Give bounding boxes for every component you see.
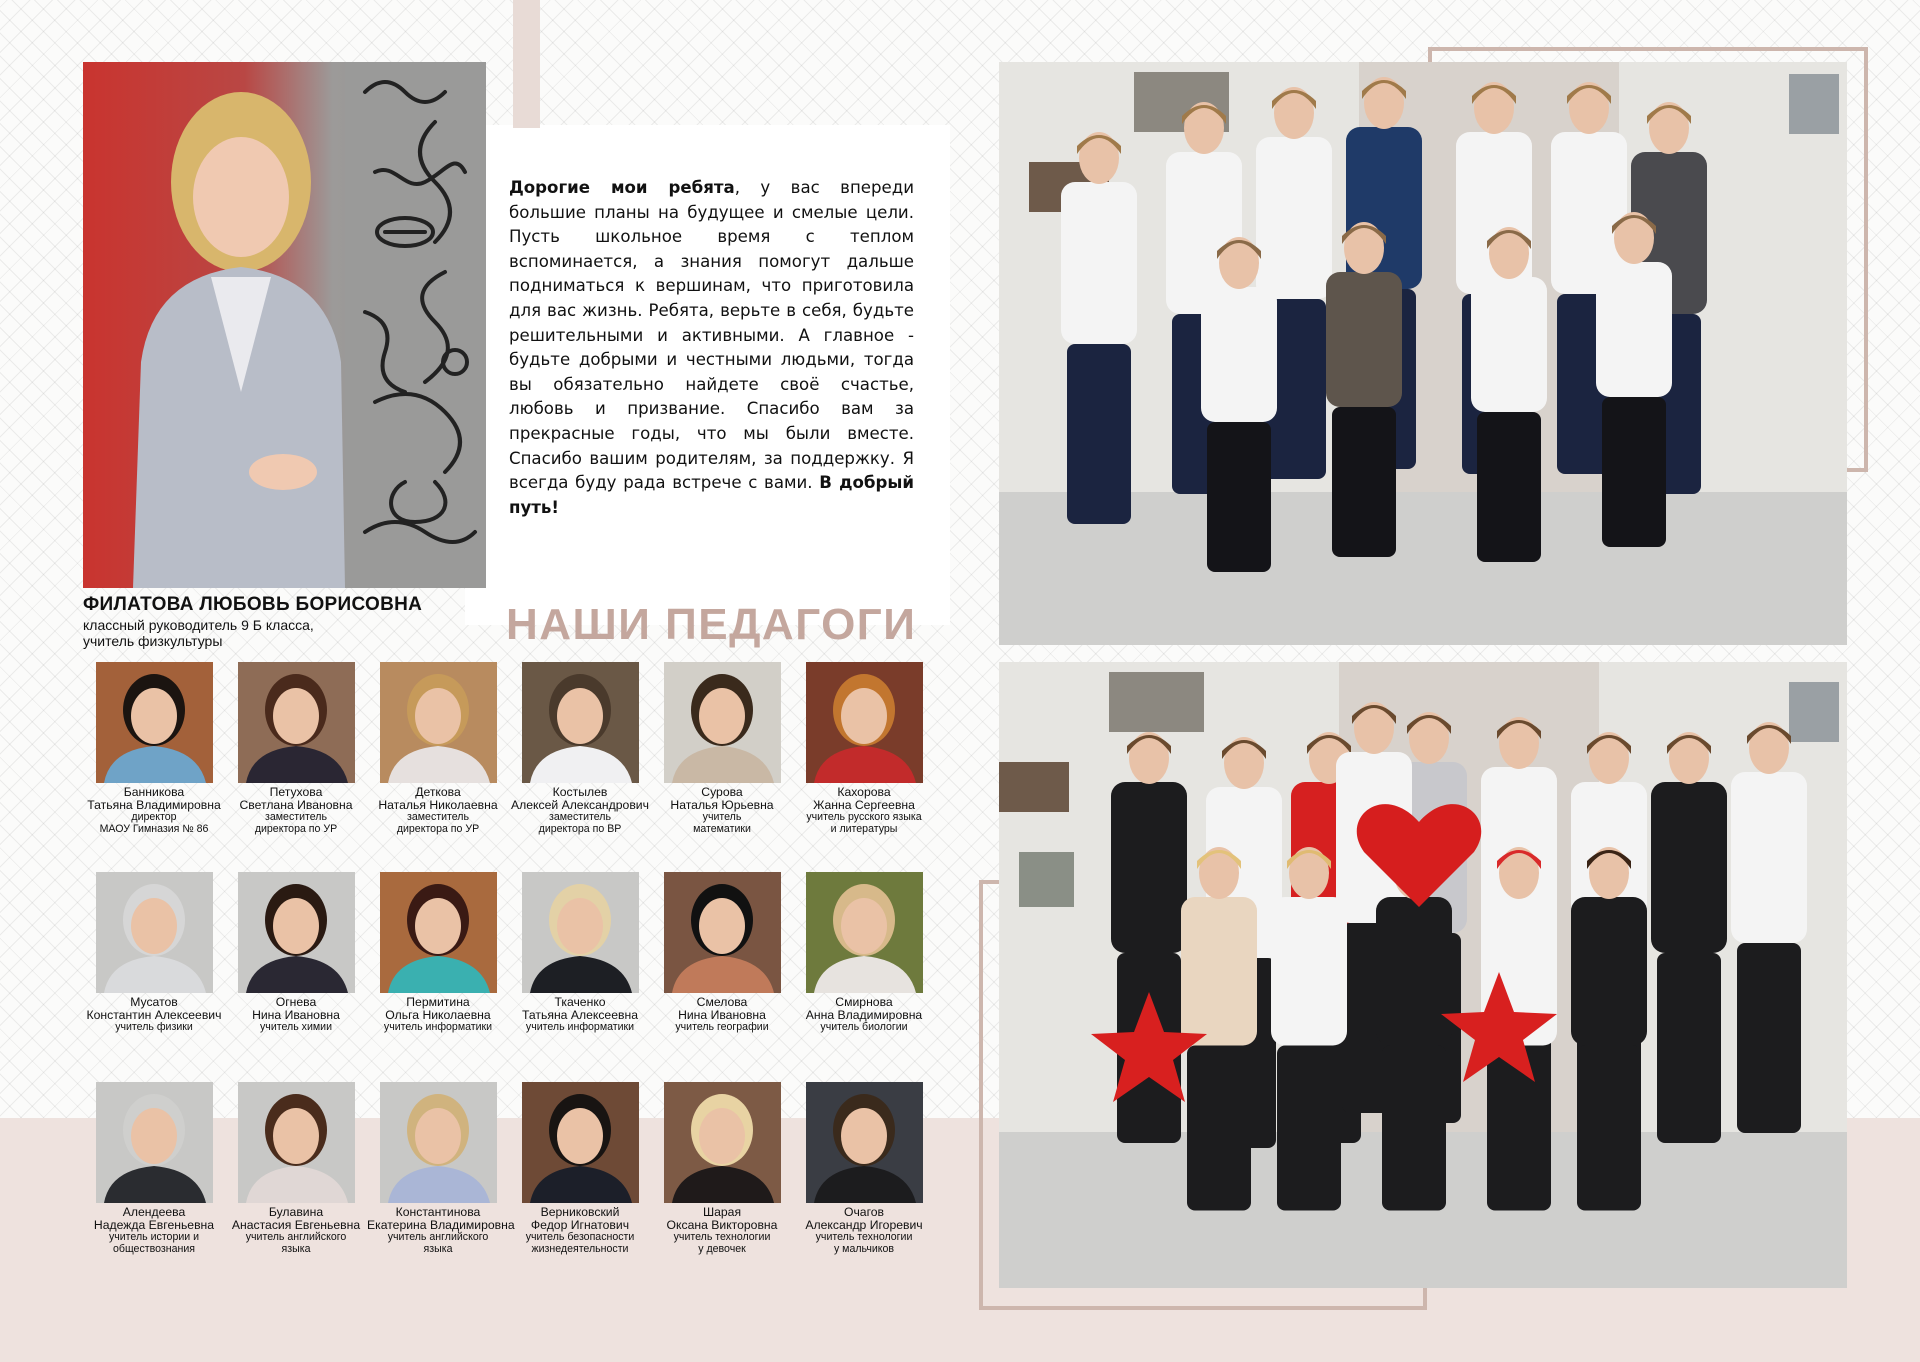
student-figure — [1651, 732, 1727, 1143]
staff-position: учитель английского — [387, 1231, 489, 1243]
staff-position: языка — [281, 1243, 311, 1255]
staff-card — [651, 1082, 793, 1255]
staff-card — [83, 1082, 225, 1255]
staff-photo — [380, 1082, 497, 1203]
staff-name: Александр Игоревич — [805, 1217, 923, 1232]
staff-surname: Мусатов — [130, 995, 178, 1009]
staff-name: Ольга Николаевна — [385, 1007, 491, 1022]
teacher-role-line: классный руководитель 9 Б класса, — [83, 617, 314, 633]
staff-surname: Огнева — [275, 995, 317, 1009]
staff-photo — [380, 872, 497, 993]
staff-photo — [238, 1082, 355, 1203]
staff-portrait-icon — [664, 872, 781, 993]
staff-surname: Костылев — [552, 785, 608, 799]
staff-name: Светлана Ивановна — [239, 797, 353, 812]
staff-card — [651, 662, 793, 835]
girls-group-image — [999, 662, 1847, 1288]
staff-portrait-icon — [238, 1082, 355, 1203]
staff-position: учитель информатики — [383, 1021, 493, 1033]
teacher-figure — [83, 62, 383, 588]
staff-portrait-icon — [96, 662, 213, 783]
staff-photo — [522, 1082, 639, 1203]
staff-card — [509, 872, 651, 1033]
student-figure — [1061, 132, 1137, 524]
staff-surname: Смелова — [696, 995, 748, 1009]
staff-photo — [380, 662, 497, 783]
staff-photo — [522, 872, 639, 993]
staff-portrait-icon — [522, 872, 639, 993]
staff-portrait-icon — [806, 872, 923, 993]
staff-portrait-icon — [380, 1082, 497, 1203]
letter-closing: В добрый путь! — [509, 473, 914, 517]
letter-body: , у вас впереди большие планы на будущее и смелые цели. Пусть школьное время с теплом вспоминается, а знания помогут дальше подниматься к вершинам, что приготовила для вас жизнь. Ребята, верьте в себя, будьте решительными и активными. А главное - будьте добрыми и честными людьми, тогда вы обязательно найдете своё счастье, любовь и призвание. Спасибо вам за прекрасные годы, что мы были вместе. Спасибо вашим родителям, за поддержку. Я всегда буду рада встрече с вами. — [509, 178, 915, 493]
staff-position: учитель истории и — [108, 1231, 200, 1243]
staff-portrait-icon — [96, 1082, 213, 1203]
staff-position: учитель английского — [245, 1231, 347, 1243]
staff-photo — [806, 662, 923, 783]
staff-card — [83, 662, 225, 835]
staff-photo — [806, 872, 923, 993]
staff-card — [509, 662, 651, 835]
staff-position: директор — [131, 811, 177, 823]
staff-photo — [96, 1082, 213, 1203]
staff-portrait-icon — [664, 662, 781, 783]
staff-photo — [96, 662, 213, 783]
staff-photo — [96, 872, 213, 993]
staff-card — [793, 662, 935, 835]
staff-portrait-icon — [522, 1082, 639, 1203]
staff-photo — [238, 662, 355, 783]
staff-card — [367, 872, 509, 1033]
staff-position: и литературы — [830, 823, 898, 835]
girls-class-photo — [999, 662, 1847, 1288]
staff-card — [225, 872, 367, 1033]
teacher-role-line: учитель физкультуры — [83, 633, 223, 649]
staff-position: заместитель — [549, 811, 611, 823]
staff-card — [509, 1082, 651, 1255]
staff-surname: Деткова — [415, 785, 461, 799]
student-figure — [1181, 847, 1257, 1211]
staff-position: МАОУ Гимназия № 86 — [99, 823, 209, 835]
staff-portrait-icon — [96, 872, 213, 993]
staff-position: учитель безопасности — [525, 1231, 635, 1243]
staff-photo — [806, 1082, 923, 1203]
staff-position: жизнедеятельности — [531, 1243, 629, 1255]
staff-surname: Шарая — [702, 1205, 742, 1219]
staff-position: учитель — [702, 811, 742, 823]
staff-portrait-icon — [806, 1082, 923, 1203]
staff-card — [367, 1082, 515, 1255]
staff-surname: Алендеева — [122, 1205, 186, 1219]
student-figure — [1471, 227, 1547, 562]
staff-position: языка — [423, 1243, 453, 1255]
staff-portrait-icon — [522, 662, 639, 783]
letter-greeting: Дорогие мои ребята — [509, 178, 735, 197]
staff-card — [793, 1082, 935, 1255]
staff-portrait-icon — [238, 662, 355, 783]
staff-position: учитель химии — [260, 1021, 332, 1033]
staff-name: Надежда Евгеньевна — [93, 1217, 215, 1232]
staff-card — [225, 662, 367, 835]
staff-portrait-icon — [380, 662, 497, 783]
staff-name: Жанна Сергеевна — [813, 797, 915, 812]
staff-photo — [664, 662, 781, 783]
staff-surname: Константинова — [395, 1205, 481, 1219]
staff-surname: Банникова — [123, 785, 185, 799]
teacher-name: ФИЛАТОВА ЛЮБОВЬ БОРИСОВНА — [83, 594, 423, 615]
staff-position: у мальчиков — [833, 1243, 895, 1255]
boys-class-photo — [999, 62, 1847, 645]
student-figure — [1571, 847, 1647, 1211]
staff-surname: Кахорова — [837, 785, 891, 799]
student-figure — [1731, 722, 1807, 1133]
staff-position: математики — [693, 823, 751, 835]
staff-position: директора по ВР — [538, 823, 622, 835]
staff-name: Константин Алексеевич — [86, 1007, 222, 1022]
staff-card — [651, 872, 793, 1033]
staff-position: заместитель — [407, 811, 469, 823]
staff-surname: Верниковский — [540, 1205, 620, 1219]
teacher-role — [83, 617, 383, 649]
staff-surname: Смирнова — [835, 995, 893, 1009]
staff-name: Оксана Викторовна — [666, 1217, 778, 1232]
staff-position: директора по УР — [254, 823, 338, 835]
student-figure — [1271, 847, 1347, 1211]
section-title: НАШИ ПЕДАГОГИ — [506, 600, 917, 649]
staff-name: Наталья Николаевна — [378, 797, 498, 812]
staff-card — [225, 1082, 367, 1255]
staff-name: Анастасия Евгеньевна — [231, 1217, 361, 1232]
staff-surname: Ткаченко — [554, 995, 606, 1009]
farewell-letter — [509, 176, 914, 520]
staff-portrait-icon — [380, 872, 497, 993]
staff-name: Нина Ивановна — [252, 1007, 340, 1022]
staff-position: учитель информатики — [525, 1021, 635, 1033]
staff-position: учитель технологии — [673, 1231, 771, 1243]
staff-name: Федор Игнатович — [530, 1217, 630, 1232]
staff-position: директора по УР — [396, 823, 480, 835]
staff-photo — [664, 872, 781, 993]
staff-grid — [83, 662, 923, 1302]
staff-name: Алексей Александрович — [511, 797, 649, 812]
staff-position: учитель физики — [115, 1021, 193, 1033]
staff-name: Татьяна Алексеевна — [522, 1007, 638, 1022]
staff-surname: Петухова — [269, 785, 323, 799]
staff-surname: Пермитина — [406, 995, 470, 1009]
staff-position: учитель географии — [675, 1021, 769, 1033]
staff-portrait-icon — [806, 662, 923, 783]
staff-position: учитель биологии — [820, 1021, 908, 1033]
student-figure — [1201, 237, 1277, 572]
student-figure — [1326, 222, 1402, 557]
staff-card — [793, 872, 935, 1033]
accent-bar — [513, 0, 540, 128]
staff-position: у девочек — [698, 1243, 746, 1255]
student-figure — [1596, 212, 1672, 547]
staff-portrait-icon — [664, 1082, 781, 1203]
staff-position: заместитель — [265, 811, 327, 823]
staff-surname: Булавина — [268, 1205, 324, 1219]
staff-photo — [522, 662, 639, 783]
staff-surname: Очагов — [843, 1205, 885, 1219]
staff-photo — [664, 1082, 781, 1203]
staff-photo — [238, 872, 355, 993]
teacher-portrait — [83, 62, 486, 588]
staff-card — [83, 872, 225, 1033]
staff-name: Татьяна Владимировна — [87, 797, 221, 812]
staff-portrait-icon — [238, 872, 355, 993]
staff-card — [367, 662, 509, 835]
staff-name: Наталья Юрьевна — [670, 797, 774, 812]
staff-name: Нина Ивановна — [678, 1007, 766, 1022]
staff-position: учитель русского языка — [806, 811, 922, 823]
staff-name: Анна Владимировна — [805, 1007, 923, 1022]
staff-surname: Сурова — [701, 785, 743, 799]
staff-position: учитель технологии — [815, 1231, 913, 1243]
staff-name: Екатерина Владимировна — [367, 1217, 515, 1232]
staff-position: обществознания — [113, 1243, 195, 1255]
boys-group-image — [999, 62, 1847, 645]
